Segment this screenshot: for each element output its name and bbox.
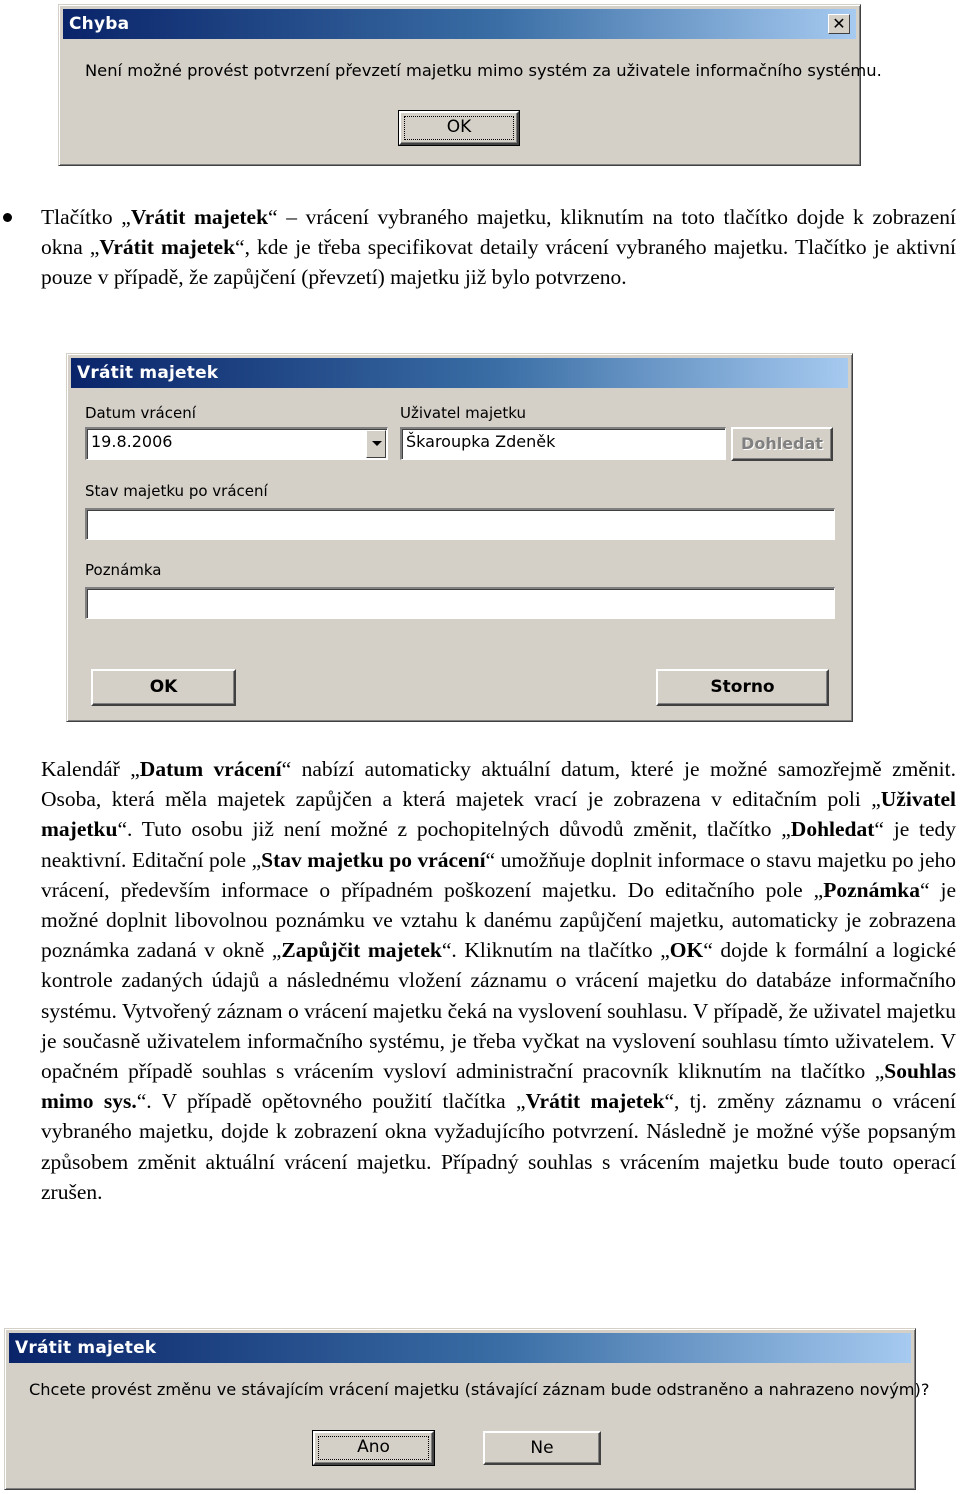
error-message: Není možné provést potvrzení převzetí majetku mimo systém za uživatele informačního systému. (85, 61, 882, 80)
chevron-down-icon[interactable] (366, 430, 386, 458)
text-span: “. Tuto osobu již není možné z pochopitelných důvodů změnit, tlačítko „ (117, 817, 791, 842)
user-value: Škaroupka Zdeněk (406, 432, 556, 451)
confirm-dialog (4, 1328, 930, 1490)
text-span: “ umožňuje doplnit informace o stavu majetku po jeho vrácení, především informace o případném poškození majetku. Do editačního pole „ (41, 847, 957, 902)
confirm-dialog-titlebar (9, 1333, 911, 1363)
cancel-button[interactable] (656, 669, 829, 706)
state-label: Stav majetku po vrácení (85, 482, 268, 500)
bold-term: Souhlas mimo sys. (41, 1059, 956, 1114)
date-combobox[interactable] (85, 427, 388, 460)
note-input[interactable] (85, 587, 835, 619)
close-icon[interactable]: ✕ (828, 14, 850, 34)
error-dialog-titlebar (63, 9, 856, 39)
confirm-message: Chcete provést změnu ve stávajícím vrácení majetku (stávající záznam bude odstraněno a nahrazeno novým)? (29, 1380, 930, 1399)
error-dialog-title: Chyba (69, 14, 130, 34)
return-dialog-title: Vrátit majetek (77, 363, 219, 383)
lookup-label: Dohledat (741, 434, 823, 453)
error-dialog (58, 4, 882, 166)
bold-term: Stav majetku po vrácení (261, 847, 486, 872)
bold-term: Vrátit majetek (99, 235, 236, 260)
no-button[interactable] (483, 1431, 601, 1465)
text-span: “. V případě opětovného použití tlačítka „ (136, 1089, 526, 1114)
bold-term: Datum vrácení (139, 757, 282, 781)
text-span: “, tj. změny záznamu o vrácení vybraného majetku, dojde k zobrazení okna vyžadujícího potvrzení. Následně je možné výše popsaným způsobem změnit aktuální vrácení majetku. Případný souhlas s vrácením majetku bude touto operací zrušen. (41, 1089, 956, 1204)
main-paragraph (41, 754, 956, 1207)
no-label: Ne (530, 1438, 554, 1458)
cancel-label: Storno (710, 677, 775, 697)
state-input[interactable] (85, 508, 835, 540)
text-span: “, kde je třeba specifikovat detaily vrácení vybraného majetku. Tlačítko je aktivní pouze v případě, že zapůjčení (převzetí) majetku již bylo potvrzeno. (41, 235, 956, 290)
ok-button[interactable] (91, 669, 236, 706)
text-span: Kalendář „ (41, 757, 140, 781)
bold-term: OK (669, 938, 704, 963)
ok-label: OK (149, 677, 178, 697)
bold-term: Uživatel majetku (41, 787, 956, 842)
bold-term: Zapůjčit majetek (281, 938, 442, 963)
return-asset-dialog (66, 353, 853, 722)
text-span: “ nabízí automaticky aktuální datum, které je možné samozřejmě změnit. Osoba, která měla majetek zapůjčen a která majetek vrací je zobrazena v editačním poli „ (41, 757, 956, 812)
bold-term: Vrátit majetek (130, 205, 269, 229)
bold-term: Poznámka (823, 877, 920, 902)
bold-term: Vrátit majetek (525, 1089, 665, 1114)
text-span: “ je možné doplnit libovolnou poznámku ve vztahu k danému zapůjčení majetku, automaticky je zobrazena poznámka zadaná v okně „ (41, 877, 956, 963)
date-value: 19.8.2006 (91, 432, 173, 451)
user-field (400, 427, 726, 460)
user-label: Uživatel majetku (400, 404, 526, 422)
confirm-dialog-title: Vrátit majetek (15, 1338, 157, 1358)
date-label: Datum vrácení (85, 404, 196, 422)
focus-rect (404, 116, 514, 140)
bold-term: Dohledat (790, 817, 875, 842)
bullet-paragraph (41, 202, 956, 293)
return-dialog-titlebar (71, 358, 848, 388)
yes-button[interactable] (313, 1431, 434, 1465)
error-ok-label: OK (446, 117, 472, 137)
note-label: Poznámka (85, 561, 162, 579)
error-ok-button[interactable] (399, 111, 519, 145)
yes-label: Ano (357, 1437, 390, 1457)
focus-rect (318, 1436, 429, 1460)
text-span: “. Kliknutím na tlačítko „ (441, 938, 670, 963)
text-span: Tlačítko „ (41, 205, 131, 229)
text-span: “ dojde k formální a logické kontrole zadaných údajů a následnému vložení záznamu o vrácení majetku do databáze informačního systému. Vytvořený záznam o vrácení majetku čeká na vyslovení souhlasu. V případě, že uživatel majetku je současně uživatelem informačního systému, je třeba vyčkat na vyslovení souhlasu tímto uživatelem. V opačném případě souhlas s vrácením vysloví administrační pracovník kliknutím na tlačítko „ (41, 938, 956, 1084)
lookup-button[interactable] (731, 427, 833, 461)
text-span: “ je tedy neaktivní. Editační pole „ (41, 817, 957, 872)
text-span: “ – vrácení vybraného majetku, kliknutím na toto tlačítko dojde k zobrazení okna „ (41, 205, 956, 260)
bullet-icon (3, 213, 12, 222)
